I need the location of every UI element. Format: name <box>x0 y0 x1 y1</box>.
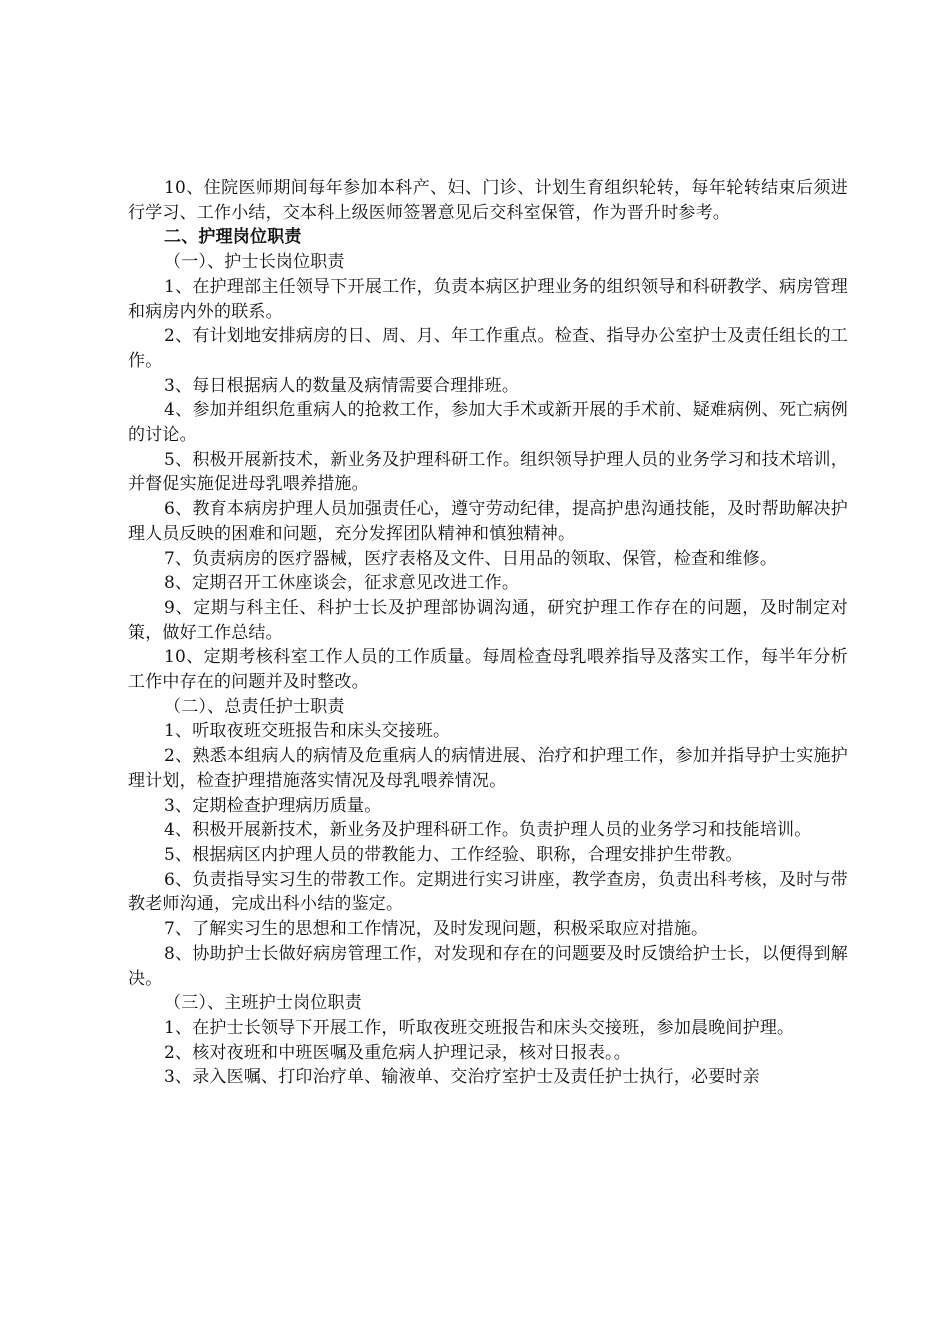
list-item: 8、协助护士长做好病房管理工作，对发现和存在的问题要及时反馈给护士长，以便得到解决。 <box>128 943 848 989</box>
subsection-main-shift-nurse: （三）、主班护士岗位职责 <box>164 993 362 1014</box>
list-item: 2、有计划地安排病房的日、周、月、年工作重点。检查、指导办公室护士及责任组长的工作。 <box>128 326 848 371</box>
list-item: 10、定期考核科室工作人员的工作质量。每周检查母乳喂养指导及落实工作，每半年分析工作中存在的问题并及时整改。 <box>128 647 848 693</box>
document-page <box>128 176 848 1090</box>
list-item: 7、了解实习生的思想和工作情况，及时发现问题，积极采取应对措施。 <box>164 919 709 940</box>
list-item: 5、根据病区内护理人员的带教能力、工作经验、职称，合理安排护生带教。 <box>164 844 743 865</box>
list-item: 9、定期与科主任、科护士长及护理部协调沟通，研究护理工作存在的问题，及时制定对策，做好工作总结。 <box>128 597 848 643</box>
subsection-head-nurse: （一）、护士长岗位职责 <box>164 252 345 273</box>
list-item: 3、每日根据病人的数量及病情需要合理排班。 <box>164 375 520 396</box>
list-item: 2、核对夜班和中班医嘱及重危病人护理记录，核对日报表。。 <box>164 1042 631 1063</box>
list-item: 7、负责病房的医疗器械，医疗表格及文件、日用品的领取、保管，检查和维修。 <box>164 548 778 569</box>
list-item: 3、录入医嘱、打印治疗单、输液单、交治疗室护士及责任护士执行，必要时亲 <box>164 1067 760 1088</box>
paragraph-resident-rotation: 10、住院医师期间每年参加本科产、妇、门诊、计划生育组织轮转，每年轮转结束后须进行学习、工作小结，交本科上级医师签署意见后交科室保管，作为晋升时参考。 <box>128 178 848 223</box>
list-item: 8、定期召开工休座谈会，征求意见改进工作。 <box>164 573 520 594</box>
list-item: 6、教育本病房护理人员加强责任心，遵守劳动纪律，提高护患沟通技能，及时帮助解决护理人员反映的困难和问题，充分发挥团队精神和慎独精神。 <box>128 499 848 544</box>
list-item: 1、听取夜班交班报告和床头交接班。 <box>164 721 451 742</box>
list-item: 3、定期检查护理病历质量。 <box>164 795 382 816</box>
list-item: 5、积极开展新技术，新业务及护理科研工作。组织领导护理人员的业务学习和技术培训，并督促实施促进母乳喂养措施。 <box>128 449 848 495</box>
list-item: 6、负责指导实习生的带教工作。定期进行实习讲座，教学查房，负责出科考核，及时与带教老师沟通，完成出科小结的鉴定。 <box>128 869 848 915</box>
list-item: 2、熟悉本组病人的病情及危重病人的病情进展、治疗和护理工作，参加并指导护士实施护理计划，检查护理措施落实情况及母乳喂养情况。 <box>128 746 848 791</box>
list-item: 4、参加并组织危重病人的抢救工作，参加大手术或新开展的手术前、疑难病例、死亡病例的讨论。 <box>128 400 848 446</box>
list-item: 1、在护理部主任领导下开展工作，负责本病区护理业务的组织领导和科研教学、病房管理和病房内外的联系。 <box>128 276 848 322</box>
section-heading-nursing: 二、护理岗位职责 <box>164 227 302 248</box>
list-item: 1、在护士长领导下开展工作，听取夜班交班报告和床头交接班，参加晨晚间护理。 <box>164 1017 795 1038</box>
subsection-chief-responsible-nurse: （二）、总责任护士职责 <box>164 696 345 717</box>
list-item: 4、积极开展新技术，新业务及护理科研工作。负责护理人员的业务学习和技能培训。 <box>164 820 812 841</box>
